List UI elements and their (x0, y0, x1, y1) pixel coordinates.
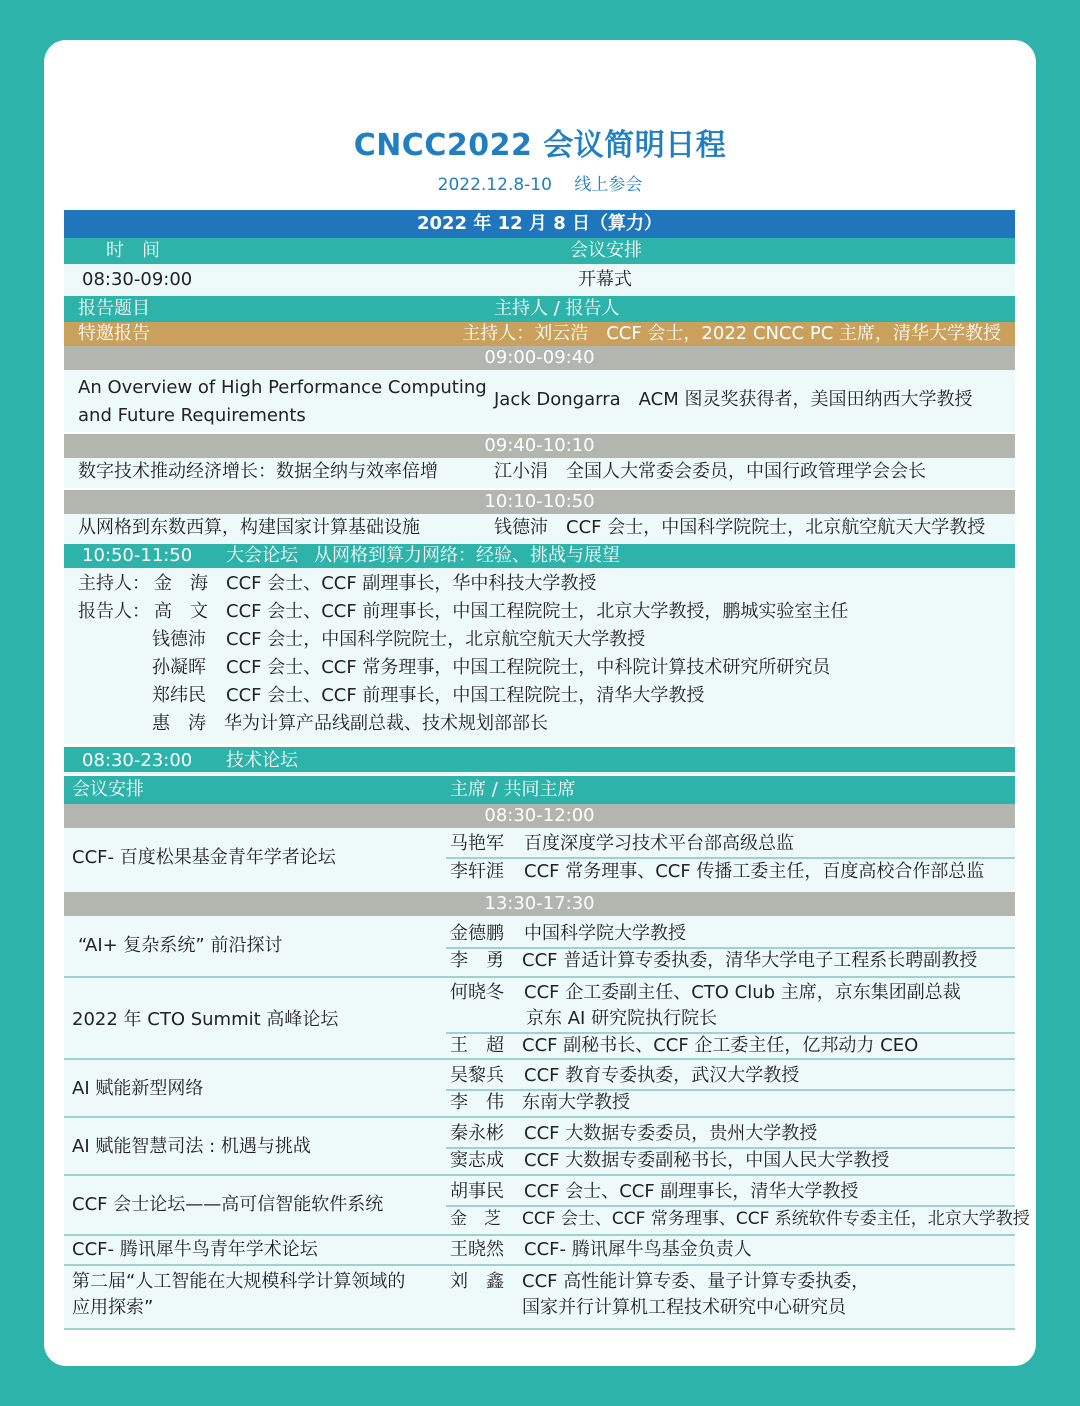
keynote-row (64, 322, 1015, 346)
panel-speaker-name: 孙凝晖 (152, 657, 206, 678)
chair-name: 胡事民 (450, 1181, 504, 1202)
panel-speaker-name: 高 文 (154, 601, 208, 622)
forum-name: AI 赋能智慧司法 : 机遇与挑战 (72, 1136, 311, 1157)
col-arrangement-label: 会议安排 (570, 240, 642, 261)
panel-speaker-label: 报告人： (78, 601, 150, 622)
chair-desc-line2: 京东 AI 研究院执行院长 (526, 1008, 718, 1029)
tech-forums-label: 技术论坛 (226, 750, 298, 771)
chair-name: 何晓冬 (450, 982, 504, 1003)
tech-forums-column-header (64, 776, 1015, 804)
page-subtitle: 2022.12.8-10 线上参会 (437, 175, 643, 195)
panel-type: 大会论坛 (226, 545, 298, 566)
forum-row (64, 828, 1015, 892)
panel-body (64, 568, 1015, 744)
talk-row (64, 370, 1015, 432)
forum-name: “AI+ 复杂系统” 前沿探讨 (78, 935, 283, 956)
talk-speaker: 江小涓 全国人大常委会委员，中国行政管理学会会长 (494, 461, 926, 482)
chair-desc: CCF- 腾讯犀牛鸟基金负责人 (524, 1239, 752, 1260)
chair-desc: CCF 副秘书长、CCF 企工委主任，亿邦动力 CEO (522, 1035, 919, 1056)
chair-name: 李 伟 (450, 1092, 504, 1113)
chair-name: 金德鹏 (450, 923, 504, 944)
forum-name: AI 赋能新型网络 (72, 1078, 204, 1099)
talk-title-line1: An Overview of High Performance Computing (78, 377, 487, 398)
forum-row (64, 1236, 1015, 1266)
chair-desc: CCF 会士、CCF 常务理事、CCF 系统软件专委主任，北京大学教授 (522, 1209, 1030, 1229)
forum-name: CCF- 腾讯犀牛鸟青年学术论坛 (72, 1239, 318, 1260)
chair-desc-line2: 国家并行计算机工程技术研究中心研究员 (522, 1297, 846, 1318)
talk-time-bar: 09:40-10:10 (64, 434, 1015, 458)
panel-speaker-name: 钱德沛 (152, 629, 206, 650)
panel-header-row (64, 544, 1015, 568)
talk-title: 从网格到东数西算，构建国家计算基础设施 (78, 517, 420, 538)
tech-forums-header (64, 747, 1015, 774)
chair-desc: CCF 普适计算专委执委，清华大学电子工程系长聘副教授 (522, 950, 978, 971)
chair-desc: CCF 会士、CCF 副理事长，清华大学教授 (524, 1181, 859, 1202)
morning-time-bar: 08:30-12:00 (64, 804, 1015, 828)
column-header-row (64, 238, 1015, 264)
panel-speaker-desc: CCF 会士、CCF 前理事长，中国工程院院士，清华大学教授 (226, 685, 705, 706)
forum-row (64, 1176, 1030, 1236)
chair-desc: 百度深度学习技术平台部高级总监 (524, 833, 794, 854)
talk-speaker: Jack Dongarra ACM 图灵奖获得者，美国田纳西大学教授 (494, 389, 973, 410)
panel-host-label: 主持人： (78, 573, 150, 594)
chair-name: 王晓然 (450, 1239, 504, 1260)
talk-time-bar: 10:10-10:50 (64, 490, 1015, 514)
panel-speaker-desc: 华为计算产品线副总裁、技术规划部部长 (224, 713, 548, 734)
afternoon-time-bar: 13:30-17:30 (64, 892, 1015, 916)
panel-host-desc: CCF 会士、CCF 副理事长，华中科技大学教授 (226, 573, 597, 594)
page-title: CNCC2022 会议简明日程 (353, 128, 727, 163)
chair-name: 王 超 (450, 1035, 504, 1056)
tech-forums-time: 08:30-23:00 (82, 750, 193, 771)
col-arrangement-label: 会议安排 (72, 779, 144, 800)
panel-host-name: 金 海 (154, 573, 208, 594)
col-chairs-label: 主席 / 共同主席 (450, 779, 576, 800)
forum-name: 2022 年 CTO Summit 高峰论坛 (72, 1009, 339, 1030)
forum-row (64, 916, 1015, 978)
forum-name-line2: 应用探索” (72, 1297, 154, 1318)
keynote-host: 主持人：刘云浩 CCF 会士，2022 CNCC PC 主席，清华大学教授 (462, 323, 1001, 344)
panel-speaker-desc: CCF 会士、CCF 常务理事，中国工程院院士，中科院计算技术研究所研究员 (226, 657, 831, 678)
chair-name: 窦志成 (450, 1150, 504, 1171)
opening-label: 开幕式 (578, 269, 632, 290)
opening-time: 08:30-09:00 (82, 269, 193, 290)
chair-desc: CCF 大数据专委副秘书长，中国人民大学教授 (524, 1150, 890, 1171)
talk-speaker: 钱德沛 CCF 会士，中国科学院院士，北京航空航天大学教授 (494, 517, 986, 538)
forum-row (64, 1060, 1015, 1118)
talk-title-line2: and Future Requirements (78, 405, 306, 426)
forum-name: CCF- 百度松果基金青年学者论坛 (72, 847, 336, 868)
col-host-speaker-label: 主持人 / 报告人 (494, 298, 620, 319)
opening-row (64, 264, 1015, 296)
panel-speaker-name: 惠 涛 (152, 713, 206, 734)
chair-desc: 东南大学教授 (522, 1092, 630, 1113)
day-header: 2022 年 12 月 8 日（算力） (64, 210, 1015, 238)
chair-name: 刘 鑫 (450, 1271, 504, 1292)
chair-name: 李轩涯 (450, 861, 504, 882)
forum-name: CCF 会士论坛——高可信智能软件系统 (72, 1194, 384, 1215)
panel-time: 10:50-11:50 (82, 545, 193, 566)
col-time-label: 时 间 (106, 240, 160, 261)
talk-title: 数字技术推动经济增长：数据全纳与效率倍增 (78, 461, 438, 482)
chair-name: 金 芝 (450, 1209, 501, 1229)
col-report-title-label: 报告题目 (78, 298, 150, 319)
chair-name: 秦永彬 (450, 1123, 504, 1144)
talk-row (64, 458, 1015, 488)
talk-time-bar: 09:00-09:40 (64, 346, 1015, 370)
chair-name: 马艳军 (450, 833, 504, 854)
panel-topic: 从网格到算力网络：经验、挑战与展望 (314, 545, 620, 566)
panel-speaker-desc: CCF 会士、CCF 前理事长，中国工程院院士，北京大学教授，鹏城实验室主任 (226, 601, 849, 622)
panel-speaker-name: 郑纬民 (152, 685, 206, 706)
forum-row (64, 978, 1015, 1060)
chair-desc: CCF 高性能计算专委、量子计算专委执委， (522, 1271, 870, 1292)
forum-row (64, 1118, 1015, 1176)
chair-name: 吴黎兵 (450, 1065, 504, 1086)
keynote-label: 特邀报告 (78, 323, 150, 344)
chair-name: 李 勇 (450, 950, 504, 971)
chair-desc: CCF 大数据专委委员，贵州大学教授 (524, 1123, 818, 1144)
talk-row (64, 514, 1015, 544)
panel-speaker-desc: CCF 会士，中国科学院院士，北京航空航天大学教授 (226, 629, 646, 650)
forum-name-line1: 第二届“人工智能在大规模科学计算领域的 (72, 1271, 406, 1292)
chair-desc: CCF 教育专委执委，武汉大学教授 (524, 1065, 800, 1086)
report-header-row (64, 296, 1015, 322)
chair-desc: 中国科学院大学教授 (524, 923, 686, 944)
chair-desc: CCF 常务理事、CCF 传播工委主任，百度高校合作部总监 (524, 861, 985, 882)
chair-desc: CCF 企工委副主任、CTO Club 主席，京东集团副总裁 (524, 982, 961, 1003)
forum-row (64, 1266, 1015, 1330)
